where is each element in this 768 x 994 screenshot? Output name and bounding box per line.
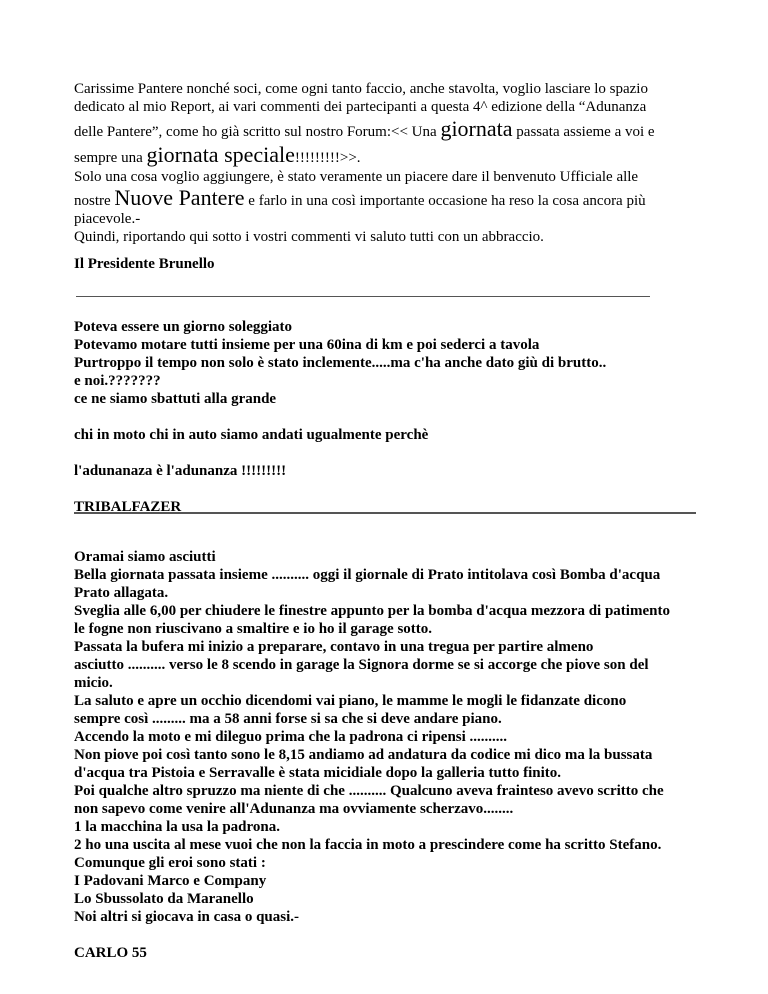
emphasis-text: giornata [440, 116, 513, 141]
comment-line: Sveglia alle 6,00 per chiudere le finestre appunto per la bomba d'acqua mezzora di patimento [74, 603, 670, 619]
comment-line: Comunque gli eroi sono stati : [74, 855, 266, 871]
comment-line: sempre così ......... ma a 58 anni forse si sa che si deve andare piano. [74, 711, 502, 727]
comment-line: le fogne non riuscivano a smaltire e io ho il garage sotto. [74, 621, 433, 637]
intro-line [74, 186, 696, 210]
comment-line: Potevamo motare tutti insieme per una 60ina di km e poi sederci a tavola [74, 337, 540, 353]
comment-line: chi in moto chi in auto siamo andati ugualmente perchè [74, 427, 429, 443]
comment-line: Accendo la moto e mi dileguo prima che la padrona ci ripensi .......... [74, 729, 508, 745]
comment-line: Purtroppo il tempo non solo è stato inclemente.....ma c'ha anche dato giù di brutto.. [74, 355, 607, 371]
intro-line: dedicato al mio Report, ai vari commenti dei partecipanti a questa 4^ edizione della “Adunanza [74, 99, 647, 115]
comment-line: d'acqua tra Pistoia e Serravalle è stata micidiale dopo la galleria tutto finito. [74, 765, 562, 781]
comment-line: Lo Sbussolato da Maranello [74, 891, 254, 907]
intro-text: nostre [74, 193, 115, 209]
comment-line: 2 ho una uscita al mese vuoi che non la faccia in moto a prescindere come ha scritto Stefano. [74, 837, 662, 853]
intro-line [74, 116, 696, 142]
comment-line: micio. [74, 675, 113, 691]
divider [76, 296, 650, 297]
intro-text: !!!!!!!!!>>. [294, 150, 361, 166]
emphasis-text: Nuove Pantere [114, 185, 245, 210]
intro-line: Carissime Pantere nonché soci, come ogni tanto faccio, anche stavolta, voglio lasciare lo spazio [74, 81, 648, 97]
intro-line: Quindi, riportando qui sotto i vostri commenti vi saluto tutti con un abbraccio. [74, 229, 544, 245]
comment-line: Non piove poi così tanto sono le 8,15 andiamo ad andatura da codice mi dico ma la bussata [74, 747, 653, 763]
intro-text: e farlo in una così importante occasione ha reso la cosa ancora più [244, 193, 646, 209]
comment-line: non sapevo come venire all'Adunanza ma ovviamente scherzavo........ [74, 801, 514, 817]
comment-line: Bella giornata passata insieme .......... oggi il giornale di Prato intitolava così Bomba d'acqua [74, 567, 661, 583]
comment-carlo55 [74, 548, 696, 962]
president-signature: Il Presidente Brunello [74, 256, 215, 272]
intro-paragraph [74, 80, 696, 246]
comment-line: Poi qualche altro spruzzo ma niente di che .......... Qualcuno aveva frainteso avevo scritto che [74, 783, 664, 799]
comment-line: I Padovani Marco e Company [74, 873, 267, 889]
intro-text: passata assieme a voi e [512, 124, 655, 140]
comment-line: Noi altri si giocava in casa o quasi.- [74, 909, 300, 925]
comment-line: l'adunanaza è l'adunanza !!!!!!!!! [74, 463, 287, 479]
divider [74, 512, 696, 514]
comment-line: e noi.??????? [74, 373, 161, 389]
comment-line: Oramai siamo asciutti [74, 549, 216, 565]
intro-text: sempre una [74, 150, 147, 166]
intro-line [74, 142, 696, 168]
comment-line: La saluto e apre un occhio dicendomi vai piano, le mamme le mogli le fidanzate dicono [74, 693, 627, 709]
emphasis-text: giornata speciale [146, 142, 295, 167]
intro-text: delle Pantere”, come ho già scritto sul nostro Forum:<< Una [74, 124, 441, 140]
comment-line: Passata la bufera mi inizio a preparare, contavo in una tregua per partire almeno [74, 639, 594, 655]
comment-line: 1 la macchina la usa la padrona. [74, 819, 281, 835]
comment-line: Poteva essere un giorno soleggiato [74, 319, 293, 335]
comment-author: CARLO 55 [74, 945, 147, 961]
comment-tribalfazer [74, 318, 606, 516]
comment-author: TRIBALFAZER [74, 499, 182, 515]
intro-line: piacevole.- [74, 211, 141, 227]
intro-line: Solo una cosa voglio aggiungere, è stato veramente un piacere dare il benvenuto Ufficiale alle [74, 169, 639, 185]
comment-line: ce ne siamo sbattuti alla grande [74, 391, 277, 407]
comment-line: asciutto .......... verso le 8 scendo in garage la Signora dorme se si accorge che piove son del [74, 657, 649, 673]
comment-line: Prato allagata. [74, 585, 169, 601]
